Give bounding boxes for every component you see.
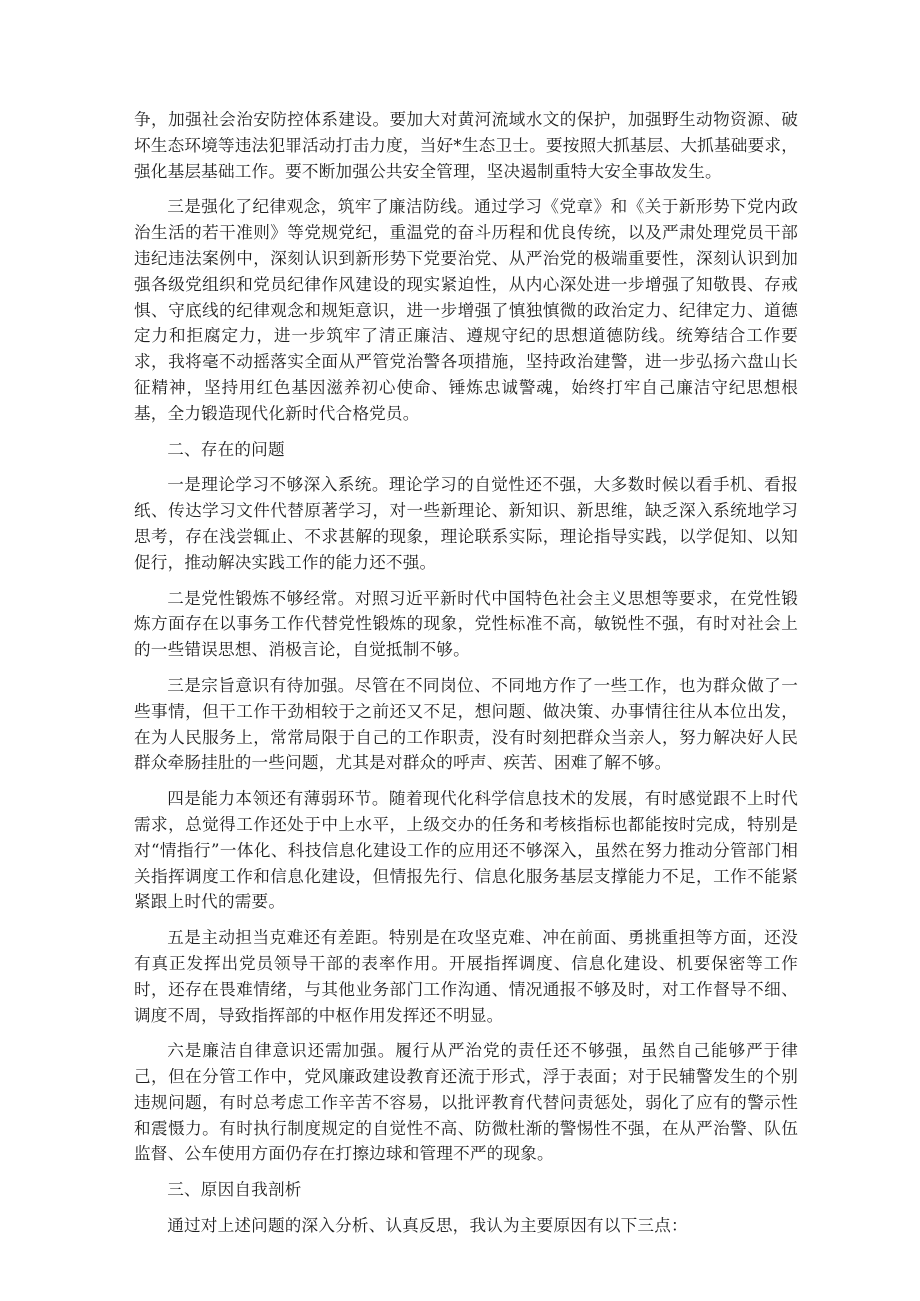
section-heading-causes: 三、原因自我剖析 bbox=[167, 1180, 302, 1200]
paragraph-problem-1: 一是理论学习不够深入系统。理论学习的自觉性还不强，大多数时候以看手机、看报纸、传达学习文件代替原著学习，对一些新理论、新知识、新思维，缺乏深入系统地学习思考，存在浅尝辄止、不求甚解的现象，理论联系实际，理论指导实践，以学促知、以知促行，推动解决实践工作的能力还不强。 bbox=[134, 475, 798, 572]
paragraph-continuation: 争，加强社会治安防控体系建设。要加大对黄河流域水文的保护，加强野生动物资源、破坏生态环境等违法犯罪活动打击力度，当好*生态卫士。要按照大抓基层、大抓基础要求，强化基层基础工作。要不断加强公共安全管理，坚决遏制重特大安全事故发生。 bbox=[134, 110, 798, 181]
document-body bbox=[134, 107, 798, 1249]
paragraph-problem-3: 三是宗旨意识有待加强。尽管在不同岗位、不同地方作了一些工作，也为群众做了一些事情，但干工作干劲相较于之前还又不足，想问题、做决策、办事情往往从本位出发，在为人民服务上，常常局限于自己的工作职责，没有时刻把群众当亲人，努力解决好人民群众牵肠挂肚的一些问题，尤其是对群众的呼声、疾苦、困难了解不够。 bbox=[134, 675, 798, 773]
paragraph-problem-2: 二是党性锻炼不够经常。对照习近平新时代中国特色社会主义思想等要求，在党性锻炼方面存在以事务工作代替党性锻炼的现象，党性标准不高，敏锐性不强，有时对社会上的一些错误思想、消极言论，自觉抵制不够。 bbox=[134, 588, 798, 660]
paragraph-discipline: 三是强化了纪律观念，筑牢了廉洁防线。通过学习《党章》和《关于新形势下党内政治生活的若干准则》等党规党纪，重温党的奋斗历程和优良传统，以及严肃处理党员干部违纪违法案例中，深刻认识到新形势下党要治党、从严治党的极端重要性，深刻认识到加强各级党组织和党员纪律作风建设的现实紧迫性，从内心深处进一步增强了知敬畏、存戒惧、守底线的纪律观念和规矩意识，进一步增强了慎独慎微的政治定力、纪律定力、道德定力和拒腐定力，进一步筑牢了清正廉洁、遵规守纪的思想道德防线。统筹结合工作要求，我将毫不动摇落实全面从严管党治警各项措施，坚持政治建警，进一步弘扬六盘山长征精神，坚持用红色基因滋养初心使命、锤炼忠诚警魂，始终打牢自己廉洁守纪思想根基，全力锻造现代化新时代合格党员。 bbox=[134, 197, 798, 423]
paragraph-causes-intro: 通过对上述问题的深入分析、认真反思，我认为主要原因有以下三点： bbox=[167, 1216, 688, 1236]
section-heading-problems: 二、存在的问题 bbox=[167, 439, 285, 459]
paragraph-problem-5: 五是主动担当克难还有差距。特别是在攻坚克难、冲在前面、勇挑重担等方面，还没有真正发挥出党员领导干部的表率作用。开展指挥调度、信息化建设、机要保密等工作时，还存在畏难情绪，与其他业务部门工作沟通、情况通报不够及时，对工作督导不细、调度不周，导致指挥部的中枢作用发挥还不明显。 bbox=[134, 928, 798, 1025]
paragraph-problem-6: 六是廉洁自律意识还需加强。履行从严治党的责任还不够强，虽然自己能够严于律己，但在分管工作中，党风廉政建设教育还流于形式，浮于表面；对于民辅警发生的个别违规问题，有时总考虑工作辛苦不容易，以批评教育代替问责惩处，弱化了应有的警示性和震慑力。有时执行制度规定的自觉性不高、防微杜渐的警惕性不强，在从严治警、队伍监督、公车使用方面仍存在打擦边球和管理不严的现象。 bbox=[134, 1041, 798, 1164]
paragraph-problem-4: 四是能力本领还有薄弱环节。随着现代化科学信息技术的发展，有时感觉跟不上时代需求，总觉得工作还处于中上水平，上级交办的任务和考核指标也都能按时完成，特别是对“情指行”一体化、科技信息化建设工作的应用还不够深入，虽然在努力推动分管部门相关指挥调度工作和信息化建设，但情报先行、信息化服务基层支撑能力不足，工作不能紧紧跟上时代的需要。 bbox=[134, 789, 798, 912]
